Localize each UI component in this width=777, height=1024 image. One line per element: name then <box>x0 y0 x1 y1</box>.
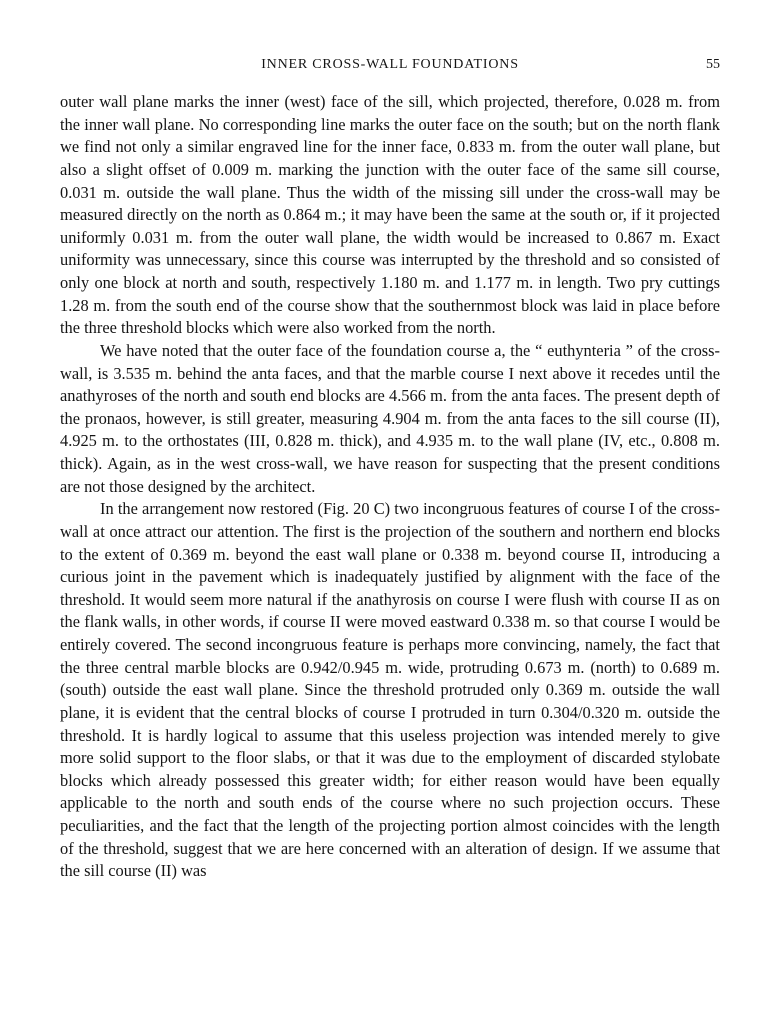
page-header <box>60 57 720 77</box>
body-text <box>60 91 720 883</box>
paragraph-continued: outer wall plane marks the inner (west) face of the sill, which projected, therefore, 0.028 m. from the inner wall plane. No corresponding line marks the outer face on the south; but on the north flank we find not only a similar engraved line for the inner face, 0.833 m. from the outer wall plane, but also a slight offset of 0.009 m. marking the junction with the outer face of the same sill course, 0.031 m. outside the wall plane. Thus the width of the missing sill under the cross-wall may be measured directly on the north as 0.864 m.; it may have been the same at the south or, if it projected uniformly 0.031 m. from the outer wall plane, the width would be increased to 0.867 m. Exact uniformity was unnecessary, since this course was interrupted by the threshold and so consisted of only one block at north and south, respectively 1.180 m. and 1.177 m. in length. Two pry cuttings 1.28 m. from the south end of the course show that the southernmost block was laid in place before the three threshold blocks which were also worked from the north. <box>60 92 720 338</box>
paragraph-incongruous-features: In the arrangement now restored (Fig. 20 C) two incongruous features of course I of the cross-wall at once attract our attention. The first is the projection of the southern and northern end blocks to the extent of 0.369 m. beyond the east wall plane or 0.338 m. beyond course II, introducing a curious joint in the pavement which is inadequately justified by alignment with the face of the threshold. It would seem more natural if the anathyrosis on course I were flush with course II as on the flank walls, in other words, if course II were moved eastward 0.338 m. so that course I would be entirely covered. The second incongruous feature is perhaps more convincing, namely, the fact that the three central marble blocks are 0.942/0.945 m. wide, protruding 0.673 m. (north) to 0.689 m. (south) outside the east wall plane. Since the threshold protruded only 0.369 m. outside the wall plane, it is evident that the central blocks of course I protruded in turn 0.304/0.320 m. outside the threshold. It is hardly logical to assume that this useless projection was intended merely to give more solid support to the floor slabs, or that it was due to the employment of discarded stylobate blocks which already possessed this greater width; for either reason would have been equally applicable to the north and south ends of the course where no such projection occurs. These peculiarities, and the fact that the length of the projecting portion almost coincides with the length of the threshold, suggest that we are here concerned with an alteration of design. If we assume that the sill course (II) was <box>60 499 720 881</box>
paragraph-euthynteria: We have noted that the outer face of the foundation course a, the “ euthynteria ” of the cross-wall, is 3.535 m. behind the anta faces, and that the marble course I next above it recedes until the anathyroses of the north and south end blocks are 4.566 m. from the anta faces. The present depth of the pronaos, however, is still greater, measuring 4.904 m. from the anta faces to the sill course (II), 4.925 m. to the orthostates (III, 0.828 m. thick), and 4.935 m. to the wall plane (IV, etc., 0.808 m. thick). Again, as in the west cross-wall, we have reason for suspecting that the present conditions are not those designed by the architect. <box>60 340 720 496</box>
page-number: 55 <box>706 57 720 72</box>
running-head: INNER CROSS-WALL FOUNDATIONS <box>261 57 519 72</box>
